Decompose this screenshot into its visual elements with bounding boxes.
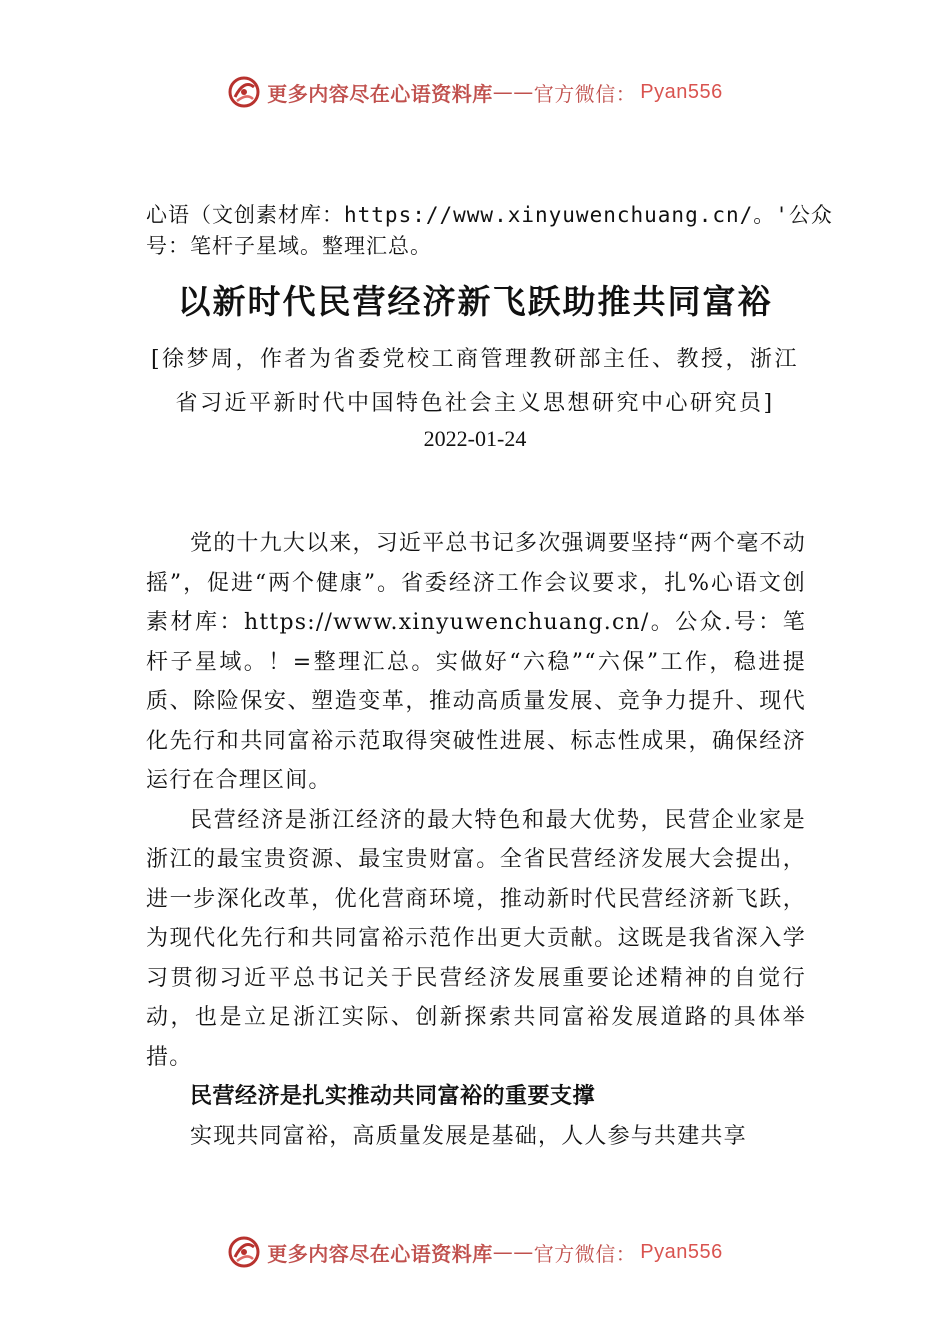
watermark-dash: ——	[492, 1240, 534, 1264]
watermark-dash: ——	[492, 80, 534, 104]
publish-date: 2022-01-24	[423, 426, 527, 451]
paragraph: 实现共同富裕，高质量发展是基础，人人参与共建共享	[190, 1123, 747, 1149]
article-title: 以新时代民营经济新飞跃助推共同富裕	[177, 282, 773, 321]
section-heading: 民营经济是扎实推动共同富裕的重要支撑	[190, 1084, 596, 1109]
header-watermark	[0, 72, 950, 112]
watermark-official-label: 官方微信：	[533, 1241, 637, 1266]
footer-watermark	[0, 1232, 950, 1272]
watermark-official-label: 官方微信：	[533, 81, 637, 106]
paragraph: 党的十九大以来，习近平总书记多次强调要坚持“两个毫不动摇”，促进“两个健康”。省委经济工作会议要求，扎%心语文创素材库：https://www.xinyuwenchuang.cn/。公众.号：笔杆子星域。！=整理汇总。实做好“六稳”“六保”工作，稳进提质、除险保安、塑造变革，推动高质量发展、竞争力提升、现代化先行和共同富裕示范取得突破性进展、标志性成果，确保经济运行在合理区间。	[146, 531, 806, 793]
paragraph: 民营经济是浙江经济的最大特色和最大优势，民营企业家是浙江的最宝贵资源、最宝贵财富。全省民营经济发展大会提出，进一步深化改革，优化营商环境，推动新时代民营经济新飞跃，为现代化先行和共同富裕示范作出更大贡献。这既是我省深入学习贯彻习近平总书记关于民营经济发展重要论述精神的自觉行动，也是立足浙江实际、创新探索共同富裕发展道路的具体举措。	[146, 807, 806, 1070]
watermark-wechat-id: Pyan556	[640, 80, 723, 103]
author-info: [徐梦周，作者为省委党校工商管理教研部主任、教授，浙江省习近平新时代中国特色社会主义思想研究中心研究员]	[150, 347, 800, 416]
swirl-logo-icon	[227, 75, 261, 109]
source-note: 心语（文创素材库：https://www.xinyuwenchuang.cn/。'公众号：笔杆子星域。整理汇总。	[146, 203, 833, 258]
article-body	[146, 524, 806, 1156]
swirl-logo-icon	[227, 1235, 261, 1269]
watermark-wechat-id: Pyan556	[640, 1240, 723, 1263]
watermark-main-text: 更多内容尽在心语资料库	[267, 81, 493, 106]
watermark-main-text: 更多内容尽在心语资料库	[267, 1241, 493, 1266]
